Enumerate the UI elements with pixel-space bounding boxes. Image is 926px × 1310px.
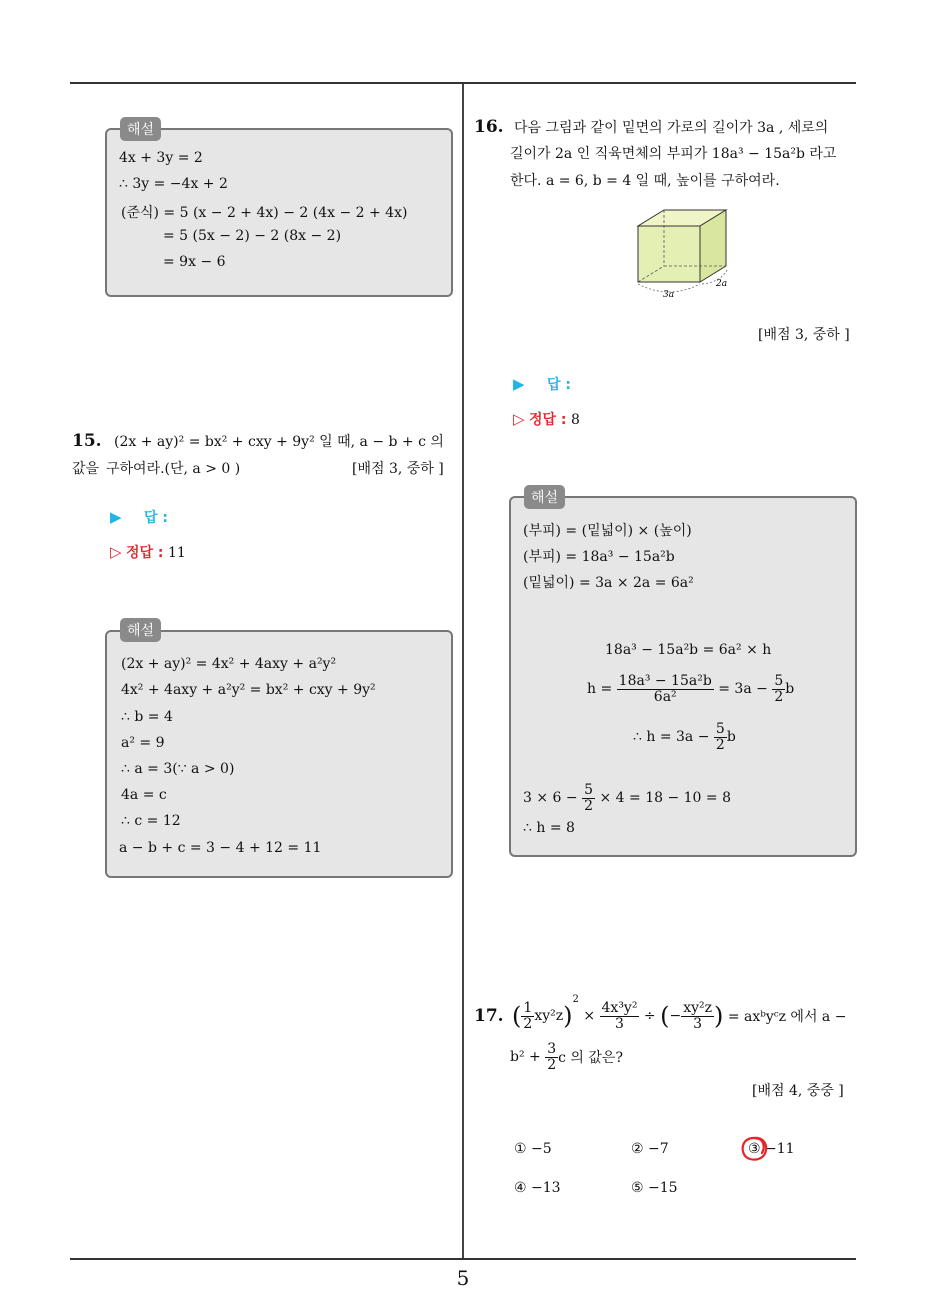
solution-tag: 해설 [524, 485, 565, 509]
solution-box-16 [509, 496, 857, 857]
choice-5[interactable]: ⑤ −15 [631, 1180, 678, 1196]
solution-line: a² = 9 [121, 735, 165, 751]
figure-label-width: 3a [663, 290, 675, 300]
fraction: $\frac{\text{18a³ − 15a²b}}{\text{6a²}}$ [618, 673, 712, 705]
solution-line-fraction: ∴ h = 3a − $\frac{5}{2}$ b [633, 721, 736, 753]
selected-circle-mark [738, 1134, 770, 1164]
fraction: $\frac{3}{2}$ [547, 1041, 557, 1073]
question-number: 17. [474, 1006, 504, 1026]
answer-row [110, 507, 168, 527]
score-tag: [배점 3, 중하 ] [352, 461, 444, 477]
solution-line: 4x + 3y = 2 [119, 150, 203, 166]
solution-line: ∴ h = 8 [523, 820, 575, 836]
fraction: $\frac{1}{2}$ [523, 999, 533, 1032]
question-number: 15. [72, 431, 102, 451]
question-expression: ( $\frac{1}{2}$ xy²z)$^2$ × $\frac{\text{4x³y²}}{3}$ ÷ (− $\frac{\text{xy²z}}{3}$ ) = axᵇyᶜz 에서 a − [512, 994, 847, 1032]
solution-line: = 9x − 6 [163, 254, 226, 270]
solution-line: = 5 (5x − 2) − 2 (8x − 2) [163, 228, 342, 244]
correct-label: 정답 : [529, 412, 567, 428]
solution-line: ∴ c = 12 [121, 813, 181, 829]
answer-label: 답 : [547, 377, 571, 393]
correct-answer-row [513, 409, 580, 429]
fraction: $\frac{5}{2}$ [715, 721, 725, 753]
correct-answer-row [110, 542, 186, 562]
solution-line: a − b + c = 3 − 4 + 12 = 11 [119, 840, 322, 856]
fraction: $\frac{5}{2}$ [584, 782, 594, 814]
question-text-line3: 한다. a = 6, b = 4 일 때, 높이를 구하여라. [510, 173, 780, 189]
score-tag: [배점 4, 중중 ] [752, 1083, 844, 1099]
correct-label: 정답 : [126, 545, 164, 561]
question-number: 16. [474, 117, 504, 137]
figure-label-depth: 2a [716, 279, 728, 289]
bottom-rule [70, 1258, 856, 1260]
solution-line-fraction: h = $\frac{\text{18a³ − 15a²b}}{\text{6a²}}$ = 3a − $\frac{5}{2}$ b [587, 673, 795, 705]
outline-play-icon: ▷ [513, 410, 525, 428]
play-icon: ▶ [110, 508, 122, 526]
solution-line-fraction: 3 × 6 − $\frac{5}{2}$ × 4 = 18 − 10 = 8 [523, 782, 731, 814]
choice-3[interactable]: ③ −11 [748, 1141, 795, 1157]
question-text-line2: b² + $\frac{3}{2}$ c 의 값은? [510, 1041, 623, 1073]
question-text-line2: 길이가 2a 인 직육면체의 부피가 18a³ − 15a²b 라고 [510, 146, 837, 162]
solution-line: ∴ b = 4 [121, 709, 173, 725]
solution-line: ∴ 3y = −4x + 2 [119, 176, 228, 192]
answer-row [513, 374, 571, 394]
solution-line: (밑넓이) = 3a × 2a = 6a² [523, 575, 694, 591]
solution-line: (준식) = 5 (x − 2 + 4x) − 2 (4x − 2 + 4x) [121, 205, 408, 221]
solution-box-15 [105, 630, 453, 878]
play-icon: ▶ [513, 375, 525, 393]
fraction: $\frac{\text{xy²z}}{3}$ [683, 999, 712, 1032]
answer-label: 답 : [144, 510, 168, 526]
choice-1[interactable]: ① −5 [514, 1141, 552, 1157]
page-number: 5 [456, 1266, 470, 1290]
cuboid-figure [630, 208, 740, 300]
choice-4[interactable]: ④ −13 [514, 1180, 561, 1196]
solution-line: (부피) = 18a³ − 15a²b [523, 549, 675, 565]
question-16 [474, 114, 828, 142]
question-17 [474, 994, 846, 1031]
solution-tag: 해설 [120, 618, 161, 642]
question-text: 다음 그림과 같이 밑면의 가로의 길이가 3a , 세로의 [514, 120, 829, 136]
question-text: (2x + ay)² = bx² + cxy + 9y² 일 때, a − b + c 의 값을 [72, 434, 444, 477]
score-tag: [배점 3, 중하 ] [758, 327, 850, 343]
solution-line: 18a³ − 15a²b = 6a² × h [605, 642, 772, 658]
fraction: $\frac{\text{4x³y²}}{3}$ [601, 999, 638, 1032]
solution-line: (2x + ay)² = 4x² + 4axy + a²y² [121, 656, 337, 672]
correct-value: 8 [570, 412, 580, 428]
choice-2[interactable]: ② −7 [631, 1141, 669, 1157]
question-text-line2: 구하여라.(단, a > 0 ) [106, 461, 241, 477]
correct-value: 11 [167, 545, 186, 561]
solution-tag: 해설 [120, 117, 161, 141]
solution-line: 4x² + 4axy + a²y² = bx² + cxy + 9y² [121, 682, 376, 698]
outline-play-icon: ▷ [110, 543, 122, 561]
solution-line: (부피) = (밑넓이) × (높이) [523, 523, 692, 539]
solution-box-14 [105, 128, 453, 297]
solution-line: 4a = c [121, 787, 167, 803]
solution-line: ∴ a = 3(∵ a > 0) [121, 761, 235, 777]
column-divider [462, 84, 464, 1259]
fraction: $\frac{5}{2}$ [774, 673, 784, 705]
